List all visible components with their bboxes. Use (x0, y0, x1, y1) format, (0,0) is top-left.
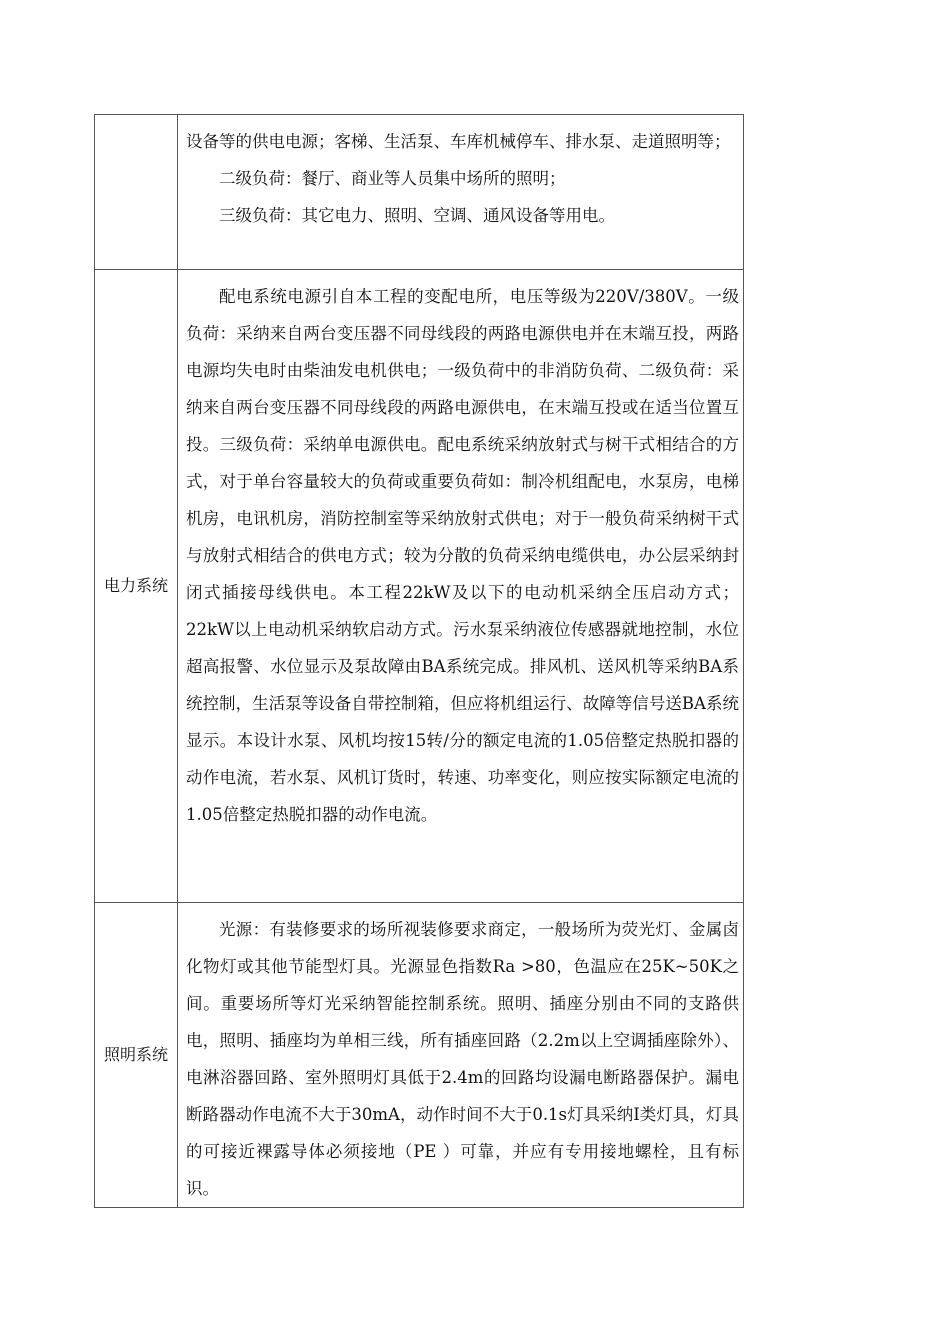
paragraph: 配电系统电源引自本工程的变配电所，电压等级为220V/380V。一级负荷：采纳来自两台变压器不同母线段的两路电源供电并在末端互投，两路电源均失电时由柴油发电机供电；一级负荷中的非消防负荷、二级负荷：采纳来自两台变压器不同母线段的两路电源供电，在末端互投或在适当位置互投。三级负荷：采纳单电源供电。配电系统采纳放射式与树干式相结合的方式，对于单台容量较大的负荷或重要负荷如：制冷机组配电，水泵房，电梯机房，电讯机房，消防控制室等采纳放射式供电；对于一般负荷采纳树干式与放射式相结合的供电方式；较为分散的负荷采纳电缆供电，办公层采纳封闭式插接母线供电。本工程22kW及以下的电动机采纳全压启动方式；22kW以上电动机采纳软启动方式。污水泵采纳液位传感器就地控制，水位超高报警、水位显示及泵故障由BA系统完成。排风机、送风机等采纳BA系统控制，生活泵等设备自带控制箱，但应将机组运行、故障等信号送BA系统显示。本设计水泵、风机均按15转/分的额定电流的1.05倍整定热脱扣器的动作电流，若水泵、风机订货时，转速、功率变化，则应按实际额定电流的1.05倍整定热脱扣器的动作电流。 (186, 287, 739, 824)
table-row (95, 903, 744, 1208)
row-content (178, 270, 744, 903)
table-row (95, 115, 744, 270)
paragraph: 光源：有装修要求的场所视装修要求商定，一般场所为荧光灯、金属卤化物灯或其他节能型灯具。光源显色指数Ra >80，色温应在25K~50K之间。重要场所等灯光采纳智能控制系统。照明、插座分别由不同的支路供电，照明、插座均为单相三线，所有插座回路（2.2m以上空调插座除外）、电淋浴器回路、室外照明灯具低于2.4m的回路均设漏电断路器保护。漏电断路器动作电流不大于30mA，动作时间不大于0.1s灯具采纳I类灯具，灯具的可接近裸露导体必须接地（PE ）可靠，并应有专用接地螺栓，且有标识。 (186, 920, 739, 1198)
paragraph: 二级负荷：餐厅、商业等人员集中场所的照明； (219, 169, 566, 188)
table-row (95, 270, 744, 903)
row-content (178, 115, 744, 270)
paragraph: 设备等的供电电源；客梯、生活泵、车库机械停车、排水泵、走道照明等； (186, 132, 731, 151)
paragraph: 三级负荷：其它电力、照明、空调、通风设备等用电。 (219, 206, 615, 225)
row-label: 照明系统 (95, 903, 178, 1208)
spec-table (94, 114, 744, 1208)
row-content (178, 903, 744, 1208)
row-label: 电力系统 (95, 270, 178, 903)
row-label (95, 115, 178, 270)
